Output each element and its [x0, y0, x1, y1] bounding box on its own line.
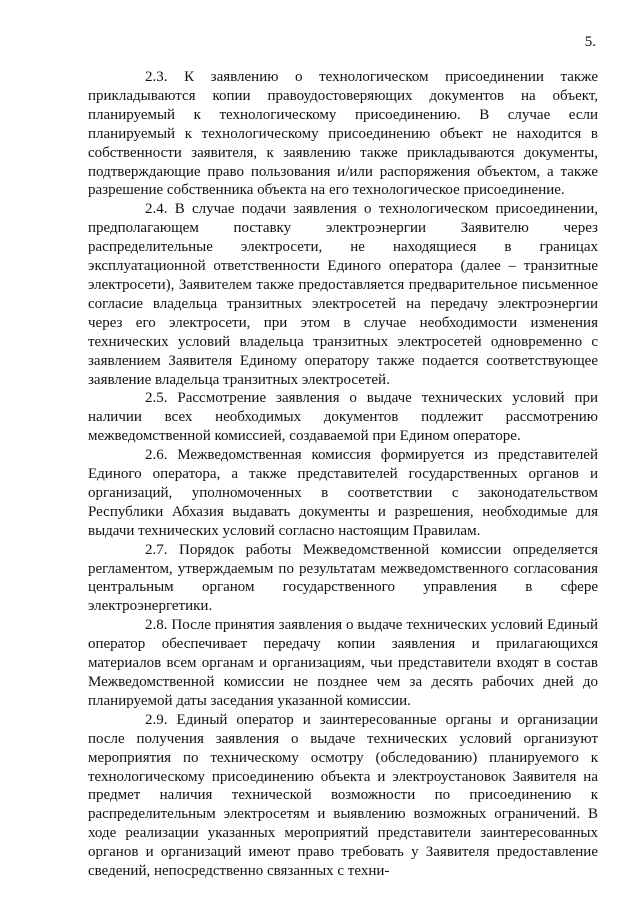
- paragraph-2-6: 2.6. Межведомственная комиссия формируется из представителей Единого оператора, а также представителей государственных органов и организаций, уполномоченных в соответствии с законодательством Республики Абхазия выдавать документы и разрешения, необходимые для выдачи технических условий согласно настоящим Правилам.: [88, 447, 598, 539]
- paragraph-2-9: 2.9. Единый оператор и заинтересованные органы и организации после получения заявления о выдаче технических условий организуют мероприятия по техническому осмотру (обследованию) планируемого к технологическому присоединению объекта и электроустановок Заявителя на предмет наличия технической возможности по присоединению к распределительным электросетям и выявлению возможных ограничений. В ходе реализации указанных мероприятий представители заинтересованных органов и организаций имеют право требовать у Заявителя предоставление сведений, непосредственно связанных с техни-: [88, 711, 598, 880]
- paragraph-2-4: 2.4. В случае подачи заявления о технологическом присоединении, предполагающем поставку электроэнергии Заявителю через распределительные электросети, не находящиеся в границах эксплуатационной ответственности Единого оператора (далее – транзитные электросети), Заявителем также предоставляется предварительное письменное согласие владельца транзитных электросетей на передачу электроэнергии через его электросети, при этом в случае необходимости изменения технических условий владельца транзитных электросетей одновременно с заявлением Заявителя Единому оператору также подается соответствующее заявление владельца транзитных электросетей.: [88, 201, 598, 388]
- paragraph-2-5: 2.5. Рассмотрение заявления о выдаче технических условий при наличии всех необходимых документов подлежит рассмотрению межведомственной комиссией, создаваемой при Едином операторе.: [88, 390, 598, 445]
- document-body: [88, 68, 598, 881]
- page-number: 5.: [584, 34, 596, 50]
- paragraph-2-3: 2.3. К заявлению о технологическом присоединении также прикладываются копии правоудостоверяющих документов на объект, планируемый к технологическому присоединению. В случае если планируемый к технологическому присоединению объект не находится в собственности заявителя, к заявлению также прикладываются документы, подтверждающие право пользования и/или распоряжения объектом, а также разрешение собственника объекта на его технологическое присоединение.: [88, 69, 598, 199]
- paragraph-2-7: 2.7. Порядок работы Межведомственной комиссии определяется регламентом, утверждаемым по результатам межведомственного согласования центральным органом государственного управления в сфере электроэнергетики.: [88, 541, 598, 615]
- paragraph-2-8: 2.8. После принятия заявления о выдаче технических условий Единый оператор обеспечивает передачу копии заявления и прилагающихся материалов всем органам и организациям, чьи представители входят в состав Межведомственной комиссии не позднее чем за десять рабочих дней до планируемой даты заседания указанной комиссии.: [88, 617, 598, 709]
